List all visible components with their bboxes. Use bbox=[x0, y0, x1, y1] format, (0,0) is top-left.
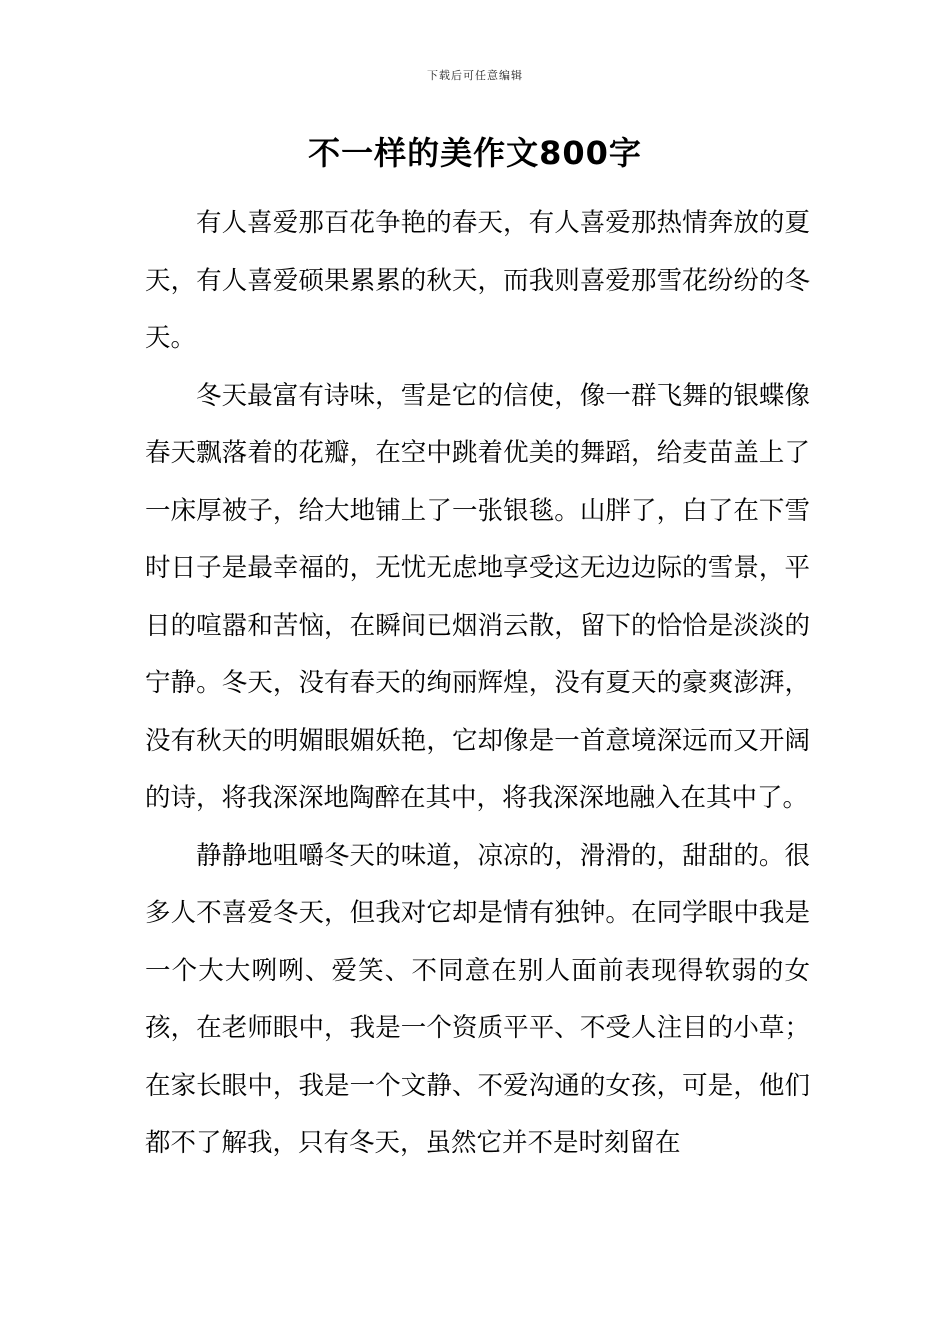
paragraph-3: 静静地咀嚼冬天的味道，凉凉的，滑滑的，甜甜的。很多人不喜爱冬天，但我对它却是情有独钟。在同学眼中我是一个大大咧咧、爱笑、不同意在别人面前表现得软弱的女孩，在老师眼中，我是一个资质平平、不受人注目的小草；在家长眼中，我是一个文静、不爱沟通的女孩，可是，他们都不了解我，只有冬天，虽然它并不是时刻留在 bbox=[145, 840, 810, 1158]
paragraph-1: 有人喜爱那百花争艳的春天，有人喜爱那热情奔放的夏天，有人喜爱硕果累累的秋天，而我则喜爱那雪花纷纷的冬天。 bbox=[145, 208, 810, 353]
paragraph-2: 冬天最富有诗味，雪是它的信使，像一群飞舞的银蝶像春天飘落着的花瓣，在空中跳着优美的舞蹈，给麦苗盖上了一床厚被子，给大地铺上了一张银毯。山胖了，白了在下雪时日子是最幸福的，无忧无虑地享受这无边边际的雪景，平日的喧嚣和苦恼，在瞬间已烟消云散，留下的恰恰是淡淡的宁静。冬天，没有春天的绚丽辉煌，没有夏天的豪爽澎湃，没有秋天的明媚眼媚妖艳，它却像是一首意境深远而又开阔的诗，将我深深地陶醉在其中，将我深深地融入在其中了。 bbox=[145, 380, 810, 813]
document-title: 不一样的美作文800字 bbox=[308, 134, 642, 172]
header-note: 下载后可任意编辑 bbox=[427, 69, 523, 82]
document-body bbox=[145, 195, 810, 1173]
